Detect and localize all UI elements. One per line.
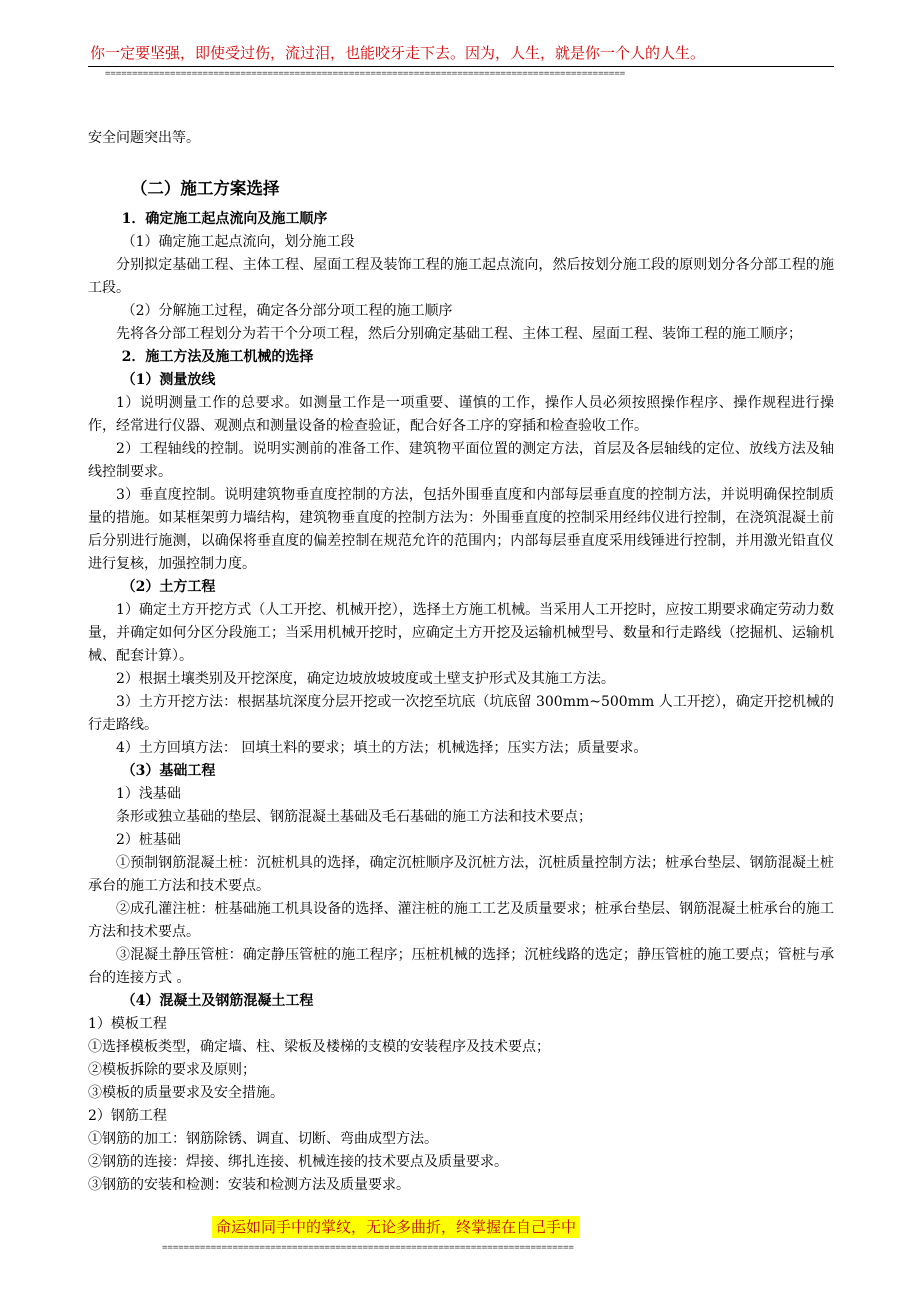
paragraph: ①预制钢筋混凝土桩：沉桩机具的选择，确定沉桩顺序及沉桩方法，沉桩质量控制方法；桩承台垫层、钢筋混凝土桩承台的施工方法和技术要点。 <box>88 855 834 894</box>
document-body <box>88 127 834 1197</box>
item-heading: （2）分解施工过程，确定各分部分项工程的施工顺序 <box>121 303 453 319</box>
paragraph: ②模板拆除的要求及原则； <box>88 1062 256 1078</box>
item-heading: （4）混凝土及钢筋混凝土工程 <box>121 993 314 1009</box>
paragraph: 4）土方回填方法： 回填土料的要求；填土的方法；机械选择；压实方法；质量要求。 <box>116 740 648 756</box>
paragraph: 3）土方开挖方法：根据基坑深度分层开挖或一次挖至坑底（坑底留 300mm~500mm 人工开挖），确定开挖机械的行走路线。 <box>88 694 834 733</box>
header-rule <box>88 66 834 67</box>
paragraph: 分别拟定基础工程、主体工程、屋面工程及装饰工程的施工起点流向，然后按划分施工段的原则划分各分部工程的施工段。 <box>88 257 834 296</box>
paragraph: ①钢筋的加工：钢筋除锈、调直、切断、弯曲成型方法。 <box>88 1131 438 1147</box>
paragraph: 1）确定土方开挖方式（人工开挖、机械开挖），选择土方施工机械。当采用人工开挖时，应按工期要求确定劳动力数量，并确定如何分区分段施工；当采用机械开挖时，应确定土方开挖及运输机械型号、数量和行走路线（挖掘机、运输机械、配套计算）。 <box>88 602 834 664</box>
paragraph: ①选择模板类型，确定墙、柱、梁板及楼梯的支模的安装程序及技术要点； <box>88 1039 550 1055</box>
item-heading: （2）土方工程 <box>121 579 216 595</box>
footer-motto: 命运如同手中的掌纹，无论多曲折，终掌握在自己手中 <box>212 1216 580 1238</box>
paragraph: ③钢筋的安装和检测：安装和检测方法及质量要求。 <box>88 1177 410 1193</box>
item-heading: （1）确定施工起点流向，划分施工段 <box>121 234 355 250</box>
item-heading: （1）测量放线 <box>121 372 216 388</box>
paragraph: 条形或独立基础的垫层、钢筋混凝土基础及毛石基础的施工方法和技术要点； <box>116 809 592 825</box>
header-motto: 你一定要坚强，即使受过伤，流过泪，也能咬牙走下去。因为，人生，就是你一个人的人生。 <box>90 44 706 62</box>
paragraph: 1）模板工程 <box>88 1016 167 1032</box>
paragraph: 1）浅基础 <box>116 786 181 802</box>
subsection-title: 2．施工方法及施工机械的选择 <box>121 349 314 365</box>
subsection-title: 1．确定施工起点流向及施工顺序 <box>121 211 328 227</box>
paragraph: ③混凝土静压管桩：确定静压管桩的施工程序；压桩机械的选择；沉桩线路的选定；静压管桩的施工要点；管桩与承台的连接方式 。 <box>88 947 834 986</box>
paragraph: 先将各分部工程划分为若干个分项工程，然后分别确定基础工程、主体工程、屋面工程、装饰工程的施工顺序； <box>116 326 802 342</box>
header-dash-line: ================================================================================================ <box>105 69 626 79</box>
item-heading: （3）基础工程 <box>121 763 216 779</box>
paragraph: 1）说明测量工作的总要求。如测量工作是一项重要、谨慎的工作，操作人员必须按照操作程序、操作规程进行操作，经常进行仪器、观测点和测量设备的检查验证，配合好各工序的穿插和检查验收工作。 <box>88 395 834 434</box>
paragraph: 2）桩基础 <box>116 832 181 848</box>
paragraph: ③模板的质量要求及安全措施。 <box>88 1085 284 1101</box>
paragraph: ②成孔灌注桩：桩基础施工机具设备的选择、灌注桩的施工工艺及质量要求；桩承台垫层、钢筋混凝土桩承台的施工方法和技术要点。 <box>88 901 834 940</box>
footer-dash-line: ============================================================================ <box>162 1243 574 1253</box>
paragraph: 2）工程轴线的控制。说明实测前的准备工作、建筑物平面位置的测定方法，首层及各层轴线的定位、放线方法及轴线控制要求。 <box>88 441 834 480</box>
paragraph: 3）垂直度控制。说明建筑物垂直度控制的方法，包括外围垂直度和内部每层垂直度的控制方法，并说明确保控制质量的措施。如某框架剪力墙结构，建筑物垂直度的控制方法为：外围垂直度的控制采用经纬仪进行控制，在浇筑混凝土前后分别进行施测，以确保将垂直度的偏差控制在规范允许的范围内；内部每层垂直度采用线锤进行控制，并用激光铅直仪进行复核，加强控制力度。 <box>88 487 834 572</box>
paragraph: ②钢筋的连接：焊接、绑扎连接、机械连接的技术要点及质量要求。 <box>88 1154 508 1170</box>
paragraph: 安全问题突出等。 <box>88 130 200 146</box>
paragraph: 2）钢筋工程 <box>88 1108 167 1124</box>
section-title: （二）施工方案选择 <box>130 179 280 198</box>
paragraph: 2）根据土壤类别及开挖深度，确定边坡放坡坡度或土壁支护形式及其施工方法。 <box>116 671 615 687</box>
